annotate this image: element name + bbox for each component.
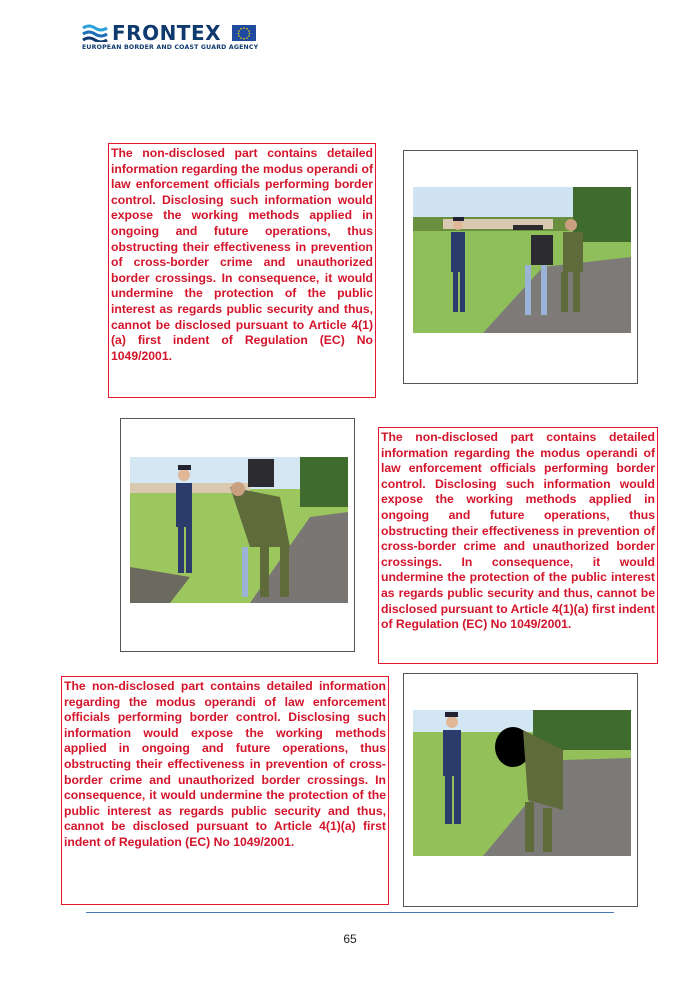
footer-rule bbox=[86, 912, 614, 913]
logo-subtitle: EUROPEAN BORDER AND COAST GUARD AGENCY bbox=[82, 44, 259, 51]
photo-officers-search-2 bbox=[130, 457, 348, 603]
frontex-logo bbox=[82, 22, 272, 56]
frontex-wave-icon bbox=[82, 24, 108, 42]
redaction-notice-3: The non-disclosed part contains detailed information regarding the modus operandi of law enforcement officials performing border control. Disclosing such information would expose the working methods applied in ongoing and future operations, thus obstructing their effectiveness in prevention of cross-border crime and unauthorized border crossings. In consequence, it would undermine the protection of the public interest as regards public security and thus, cannot be disclosed pursuant to Article 4(1)(a) first indent of Regulation (EC) No 1049/2001. bbox=[61, 676, 389, 905]
logo-wordmark: FRONTEX bbox=[112, 21, 222, 45]
photo-officers-search-3 bbox=[413, 710, 631, 856]
photo-frame-2 bbox=[120, 418, 355, 652]
photo-officers-search-1 bbox=[413, 187, 631, 333]
redaction-notice-1: The non-disclosed part contains detailed information regarding the modus operandi of law enforcement officials performing border control. Disclosing such information would expose the working methods applied in ongoing and future operations, thus obstructing their effectiveness in prevention of cross-border crime and unauthorized border crossings. In consequence, it would undermine the protection of the public interest as regards public security and thus, cannot be disclosed pursuant to Article 4(1)(a) first indent of Regulation (EC) No 1049/2001. bbox=[108, 143, 376, 398]
eu-flag-icon bbox=[232, 25, 256, 41]
photo-frame-1 bbox=[403, 150, 638, 384]
redaction-notice-2: The non-disclosed part contains detailed information regarding the modus operandi of law enforcement officials performing border control. Disclosing such information would expose the working methods applied in ongoing and future operations, thus obstructing their effectiveness in prevention of cross-border crime and unauthorized border crossings. In consequence, it would undermine the protection of the public interest as regards public security and thus, cannot be disclosed pursuant to Article 4(1)(a) first indent of Regulation (EC) No 1049/2001. bbox=[378, 427, 658, 664]
page-number: 65 bbox=[343, 932, 357, 946]
photo-frame-3 bbox=[403, 673, 638, 907]
